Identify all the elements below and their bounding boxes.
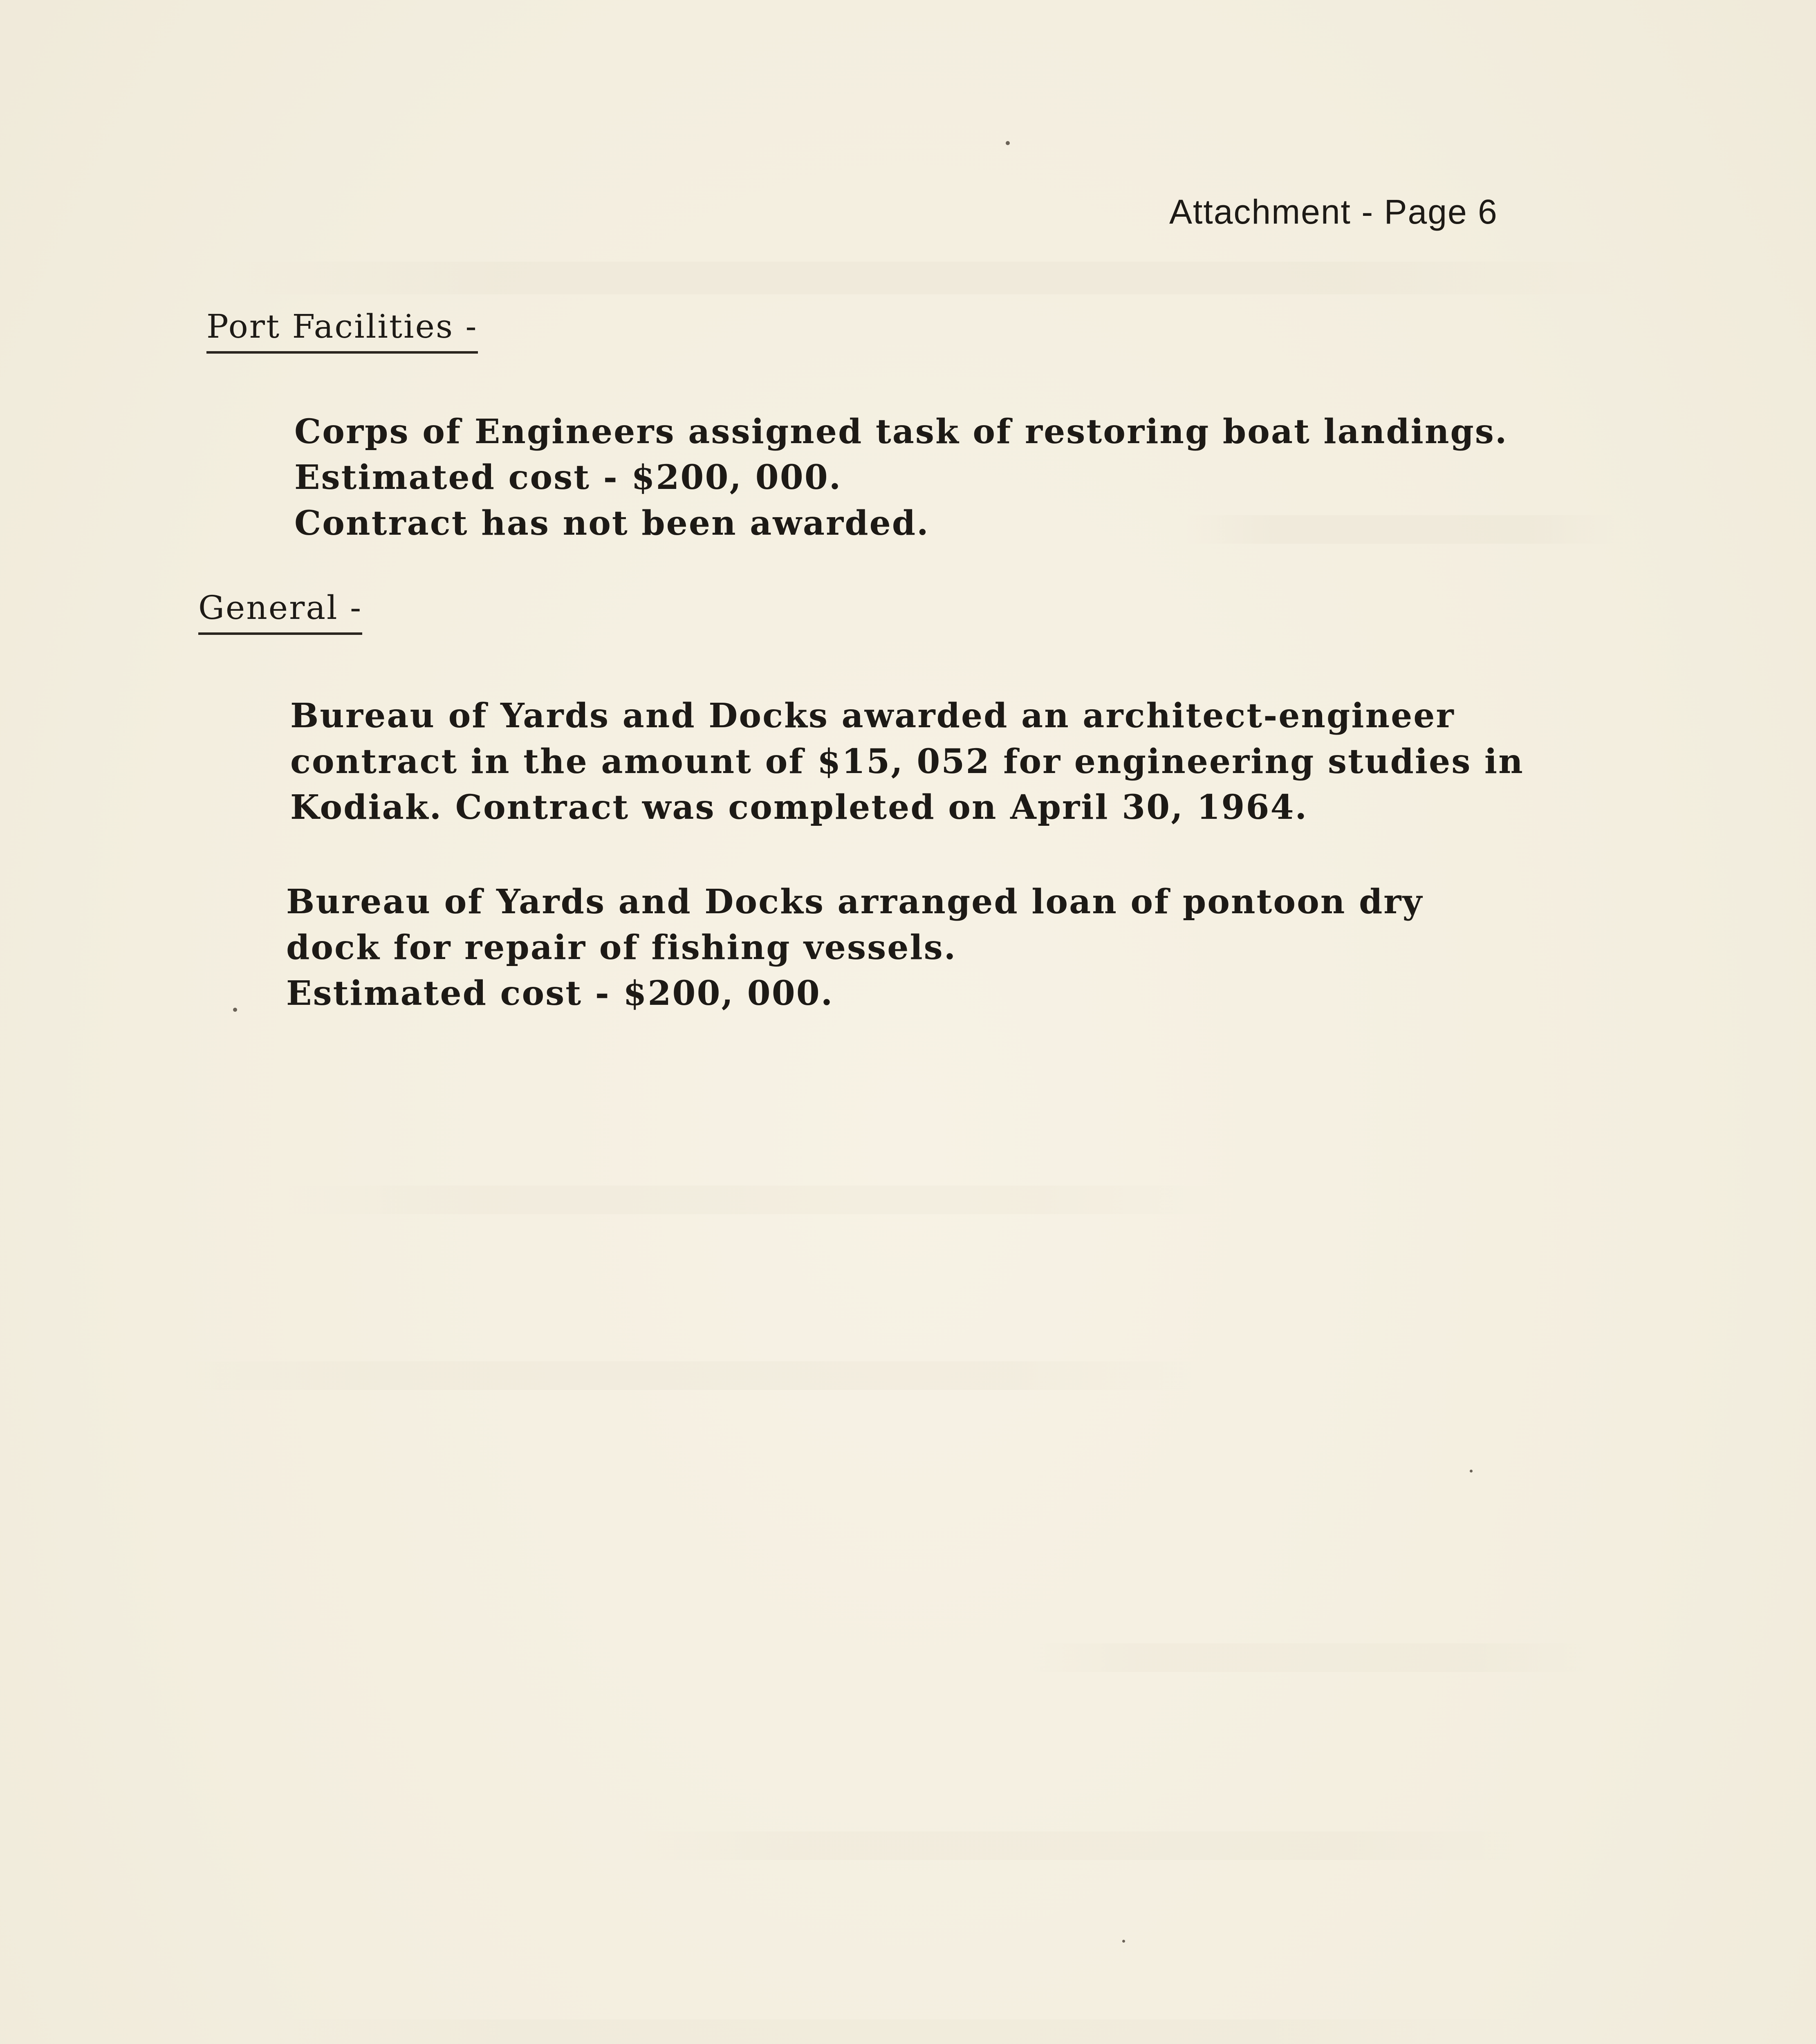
text-line: contract in the amount of $15, 052 for engineering studies in — [290, 742, 1524, 781]
text-line: Kodiak. Contract was completed on April 30, 1964. — [290, 788, 1308, 827]
text-line: Estimated cost - $200, 000. — [294, 458, 842, 497]
bleed-through-texture — [253, 2019, 1521, 2044]
bleed-through-texture — [229, 262, 1619, 294]
paper-speck — [1006, 141, 1010, 145]
general-paragraph-1 — [290, 693, 1524, 830]
bleed-through-texture — [1022, 1643, 1594, 1672]
text-line: dock for repair of fishing vessels. — [286, 928, 957, 967]
bleed-through-texture — [164, 1361, 1226, 1390]
text-line: Contract has not been awarded. — [294, 504, 930, 543]
text-line: Bureau of Yards and Docks awarded an architect-engineer — [290, 696, 1455, 735]
text-line: Corps of Engineers assigned task of restoring boat landings. — [294, 412, 1508, 451]
general-paragraph-2 — [286, 879, 1423, 1016]
bleed-through-texture — [286, 1186, 1226, 1214]
text-line: Estimated cost - $200, 000. — [286, 974, 834, 1013]
paper-speck — [1470, 1470, 1473, 1472]
bleed-through-texture — [630, 1831, 1529, 1860]
section-heading-general: General - — [198, 589, 362, 635]
text-line: Bureau of Yards and Docks arranged loan of pontoon dry — [286, 882, 1424, 921]
page-header: Attachment - Page 6 — [1169, 193, 1498, 231]
port-facilities-body — [294, 409, 1508, 546]
section-heading-port-facilities: Port Facilities - — [206, 307, 478, 354]
paper-speck — [233, 1008, 237, 1012]
paper-speck — [1122, 1940, 1125, 1943]
